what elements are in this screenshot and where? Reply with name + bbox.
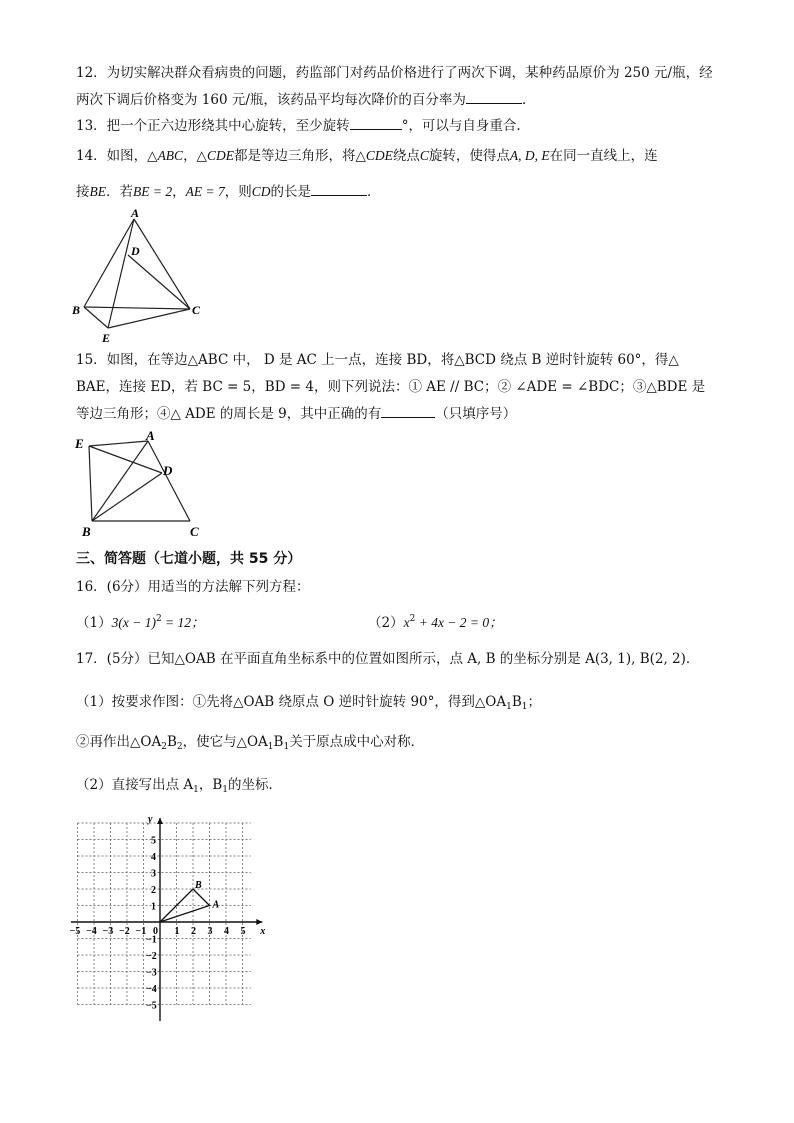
q12-answer-blank[interactable] xyxy=(466,90,522,104)
q14-figure xyxy=(70,203,210,346)
q14-label-b: B xyxy=(72,303,81,317)
q14-line2: 接BE．若BE = 2，AE = 7，则CD的长是 ． xyxy=(76,184,381,200)
q17-part1: （1）按要求作图：①先将△OAB 绕原点 O 逆时针旋转 90°，得到$\triangle OA_1B_1$； xyxy=(76,694,541,712)
y-axis-label: y xyxy=(148,814,153,826)
q15-label-c: C xyxy=(190,524,199,539)
q12-line2: 两次下调后价格变为 160 元/瓶，该药品平均每次降价的百分率为 . xyxy=(76,92,527,108)
x-tick-label: 5 xyxy=(240,926,246,937)
y-tick-label: −5 xyxy=(146,1000,157,1012)
q15-line2: BAE，连接 ED，若 BC = 5，BD = 4，则下列说法：① AE // BC；② ∠ADE = ∠BDC；③△BDE 是 xyxy=(76,379,706,395)
q14-label-c: C xyxy=(192,303,201,317)
q15-line1: 15．如图，在等边△ABC 中， D 是 AC 上一点，连接 BD，将△BCD 绕点 B 逆时针旋转 60°，得△ xyxy=(76,352,679,368)
point-a-label: A xyxy=(212,899,220,911)
x-tick-label: 1 xyxy=(174,926,180,937)
q15-label-d: D xyxy=(163,463,173,478)
q17-coordinate-grid xyxy=(70,812,270,1027)
q12-line1: 12．为切实解决群众看病贵的问题，药监部门对药品价格进行了两次下调，某种药品原价为 250 元/瓶，经 xyxy=(76,65,713,81)
q15-line3: 等边三角形；④△ ADE 的周长是 9，其中正确的有 （只填序号） xyxy=(76,406,517,422)
q13-line: 13．把一个正六边形绕其中心旋转，至少旋转 °，可以与自身重合. xyxy=(76,118,521,134)
x-tick-label: −1 xyxy=(135,926,147,937)
x-tick-label: 0 xyxy=(153,926,158,937)
x-tick-label: 4 xyxy=(224,926,229,937)
x-tick-label: −2 xyxy=(119,926,130,937)
q14-label-e: E xyxy=(102,331,111,345)
q14-label-a: A xyxy=(131,206,140,220)
x-tick-label: 2 xyxy=(191,926,196,937)
q17-part2: （2）直接写出点 $A_1$，$B_1$的坐标． xyxy=(76,777,283,795)
x-axis-arrow xyxy=(256,919,262,925)
q14-line1: 14．如图，△ABC，△CDE都是等边三角形，将△CDE绕点C旋转，使得点A, D, E在同一直线上，连 xyxy=(76,148,658,164)
y-axis-arrow xyxy=(157,818,163,824)
q15-label-e: E xyxy=(75,436,84,451)
q17-line1: 17．(5分）已知△OAB 在平面直角坐标系中的位置如图所示，点 A, B 的坐标分别是 A(3, 1), B(2, 2)． xyxy=(76,651,700,667)
q16-part1: $(1)3(x - 1)^2 = 12$； xyxy=(76,614,205,631)
q13-answer-blank[interactable] xyxy=(350,116,402,130)
q17-part1b: ②再作出$\triangle OA_2B_2$，使它与$\triangle OA_1B_1$关于原点成中心对称． xyxy=(76,734,425,752)
q16-part2: $(2)x^2 + 4x - 2 = 0$； xyxy=(368,614,503,631)
x-tick-label: −5 xyxy=(70,926,81,937)
q16-line: 16．(6分）用适当的方法解下列方程： xyxy=(76,579,310,595)
q15-answer-blank[interactable] xyxy=(381,404,435,418)
y-tick-label: 3 xyxy=(151,868,156,880)
x-tick-label: −4 xyxy=(86,926,97,937)
q15-label-a: A xyxy=(146,430,155,443)
x-tick-label: 3 xyxy=(207,926,213,937)
q14-label-d: D xyxy=(131,244,140,258)
x-axis-label: x xyxy=(260,926,266,937)
section3-heading: 三、简答题（七道小题，共 55 分） xyxy=(76,551,302,567)
point-b-label: B xyxy=(195,880,202,891)
q15-figure xyxy=(70,430,210,540)
y-tick-label: 4 xyxy=(151,852,156,863)
y-tick-label: 5 xyxy=(151,835,156,847)
y-tick-label: 1 xyxy=(151,901,156,913)
y-tick-label: −3 xyxy=(146,967,157,979)
y-tick-label: −1 xyxy=(146,934,157,946)
y-tick-label: 2 xyxy=(151,885,156,896)
y-tick-label: −4 xyxy=(146,984,157,995)
q15-label-b: B xyxy=(82,524,91,539)
q14-answer-blank[interactable] xyxy=(311,182,367,196)
x-tick-label: −3 xyxy=(102,926,114,937)
y-tick-label: −2 xyxy=(146,951,157,962)
